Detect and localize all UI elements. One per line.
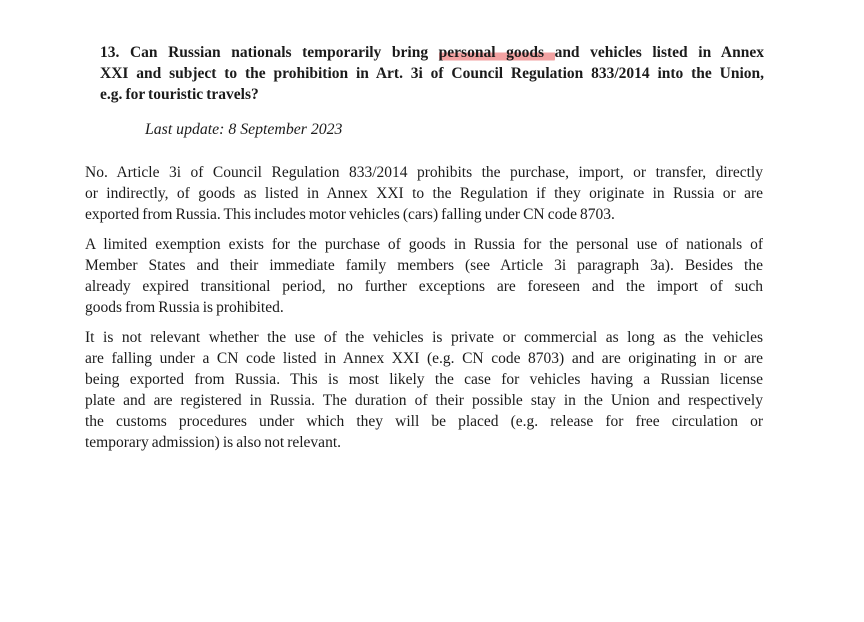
paragraph-line — [85, 255, 763, 276]
paragraph — [85, 234, 763, 318]
paragraph-line — [85, 390, 763, 411]
paragraph-line — [85, 162, 763, 183]
paragraph-line — [85, 276, 763, 297]
paragraph-line — [85, 348, 763, 369]
highlighted-phrase: personal goods — [438, 44, 555, 61]
text-segment: the customs procedures under which they will be placed (e.g. release for free circulation or — [85, 413, 763, 430]
text-segment: exported from Russia. This includes motor vehicles (cars) falling under CN code 8703. — [85, 206, 615, 223]
paragraph-line — [85, 411, 763, 432]
paragraph-line — [85, 234, 763, 255]
text-segment: No. Article 3i of Council Regulation 833/2014 prohibits the purchase, import, or transfer, directly — [85, 164, 763, 181]
paragraph-line — [85, 369, 763, 390]
paragraph-line — [85, 183, 763, 204]
paragraph — [85, 162, 763, 225]
text-segment: XXI and subject to the prohibition in Art. 3i of Council Regulation 833/2014 into the Union, — [100, 65, 764, 82]
paragraph-line — [85, 327, 763, 348]
answer-paragraphs — [85, 162, 763, 453]
paragraph-line — [85, 432, 763, 453]
text-segment: goods from Russia is prohibited. — [85, 299, 284, 316]
paragraph — [85, 327, 763, 453]
text-segment: A limited exemption exists for the purchase of goods in Russia for the personal use of nationals of — [85, 236, 763, 253]
heading-line — [100, 42, 764, 63]
text-segment: plate and are registered in Russia. The duration of their possible stay in the Union and respectively — [85, 392, 763, 409]
last-update-line: Last update: 8 September 2023 — [145, 121, 343, 138]
text-segment: or indirectly, of goods as listed in Annex XXI to the Regulation if they originate in Russia or are — [85, 185, 763, 202]
text-segment: being exported from Russia. This is most likely the case for vehicles having a Russian license — [85, 371, 763, 388]
text-segment: already expired transitional period, no further exceptions are foreseen and the import of such — [85, 278, 763, 295]
text-segment: are falling under a CN code listed in Annex XXI (e.g. CN code 8703) and are originating in or are — [85, 350, 763, 367]
paragraph-line — [85, 297, 763, 318]
text-segment: and vehicles listed in Annex — [554, 44, 764, 61]
question-heading — [100, 42, 764, 105]
heading-line — [100, 84, 764, 105]
text-segment: e.g. for touristic travels? — [100, 86, 259, 103]
text-segment: Member States and their immediate family members (see Article 3i paragraph 3a). Besides the — [85, 257, 763, 274]
text-segment: temporary admission) is also not relevant. — [85, 434, 341, 451]
text-segment: 13. Can Russian nationals temporarily bring — [100, 44, 439, 61]
heading-line — [100, 63, 764, 84]
paragraph-line — [85, 204, 763, 225]
text-segment: It is not relevant whether the use of the vehicles is private or commercial as long as the vehicles — [85, 329, 763, 346]
